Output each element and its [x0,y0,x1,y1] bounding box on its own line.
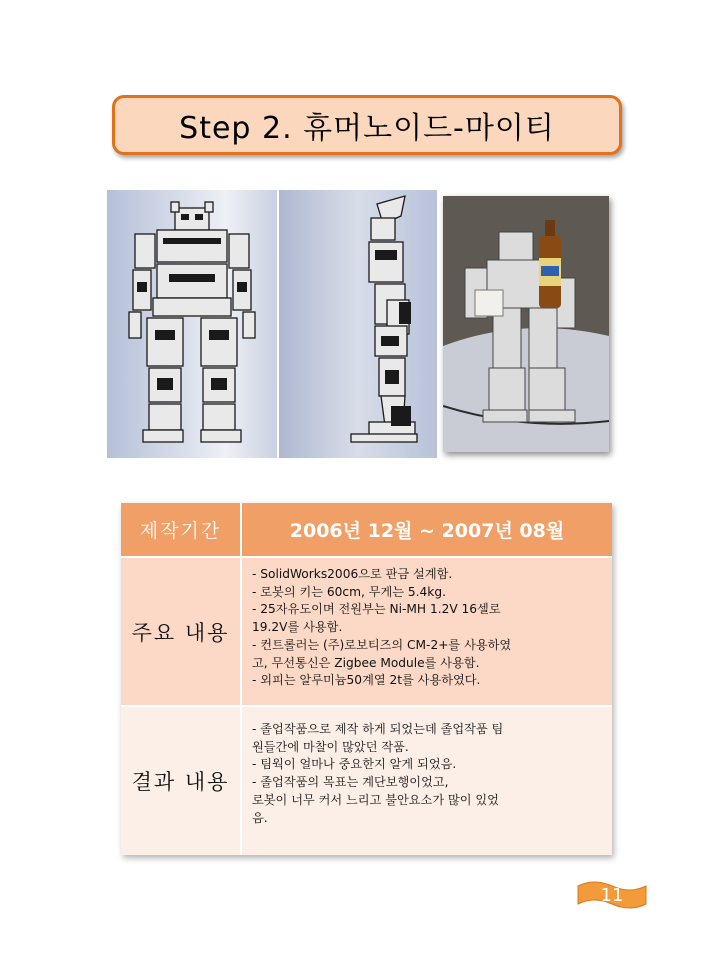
slide-title: Step 2. 휴머노이드-마이티 [112,95,622,155]
main-content-label: 주요 내용 [131,620,230,645]
page-number-badge [572,878,652,912]
project-info-table [121,503,612,855]
text-line: - 컨트롤러는 (주)로보티즈의 CM-2+를 사용하였 [252,637,512,652]
text-line: - 졸업작품의 목표는 계단보행이었고, [252,775,449,790]
text-line: - 팀웍이 얼마나 중요한지 알게 되었음. [252,757,457,772]
robot-photo-image [443,196,609,452]
period-label: 제작기간 [139,520,222,542]
result-label: 결과 내용 [131,770,230,794]
main-content-text [242,558,612,690]
text-line: 원들간에 마찰이 많았던 작품. [252,739,409,754]
text-line: - 25자유도이며 전원부는 Ni-MH 1.2V 16셀로 [252,602,501,617]
text-line: 로봇이 너무 커서 느리고 불안요소가 많이 있었 [252,792,499,807]
robot-front-cad-image [107,190,277,458]
text-line: 고, 무선통신은 Zigbee Module를 사용함. [252,655,480,670]
table-row-result [121,707,612,855]
robot-images [107,190,609,458]
robot-side-cad-image [279,190,437,458]
text-line: - 외피는 알루미늄50계열 2t를 사용하였다. [252,673,481,688]
table-header-row [121,503,612,556]
table-row-main-content [121,558,612,705]
page-number: 11 [600,884,624,906]
text-line: - 졸업작품으로 제작 하게 되었는데 졸업작품 팀 [252,722,504,736]
text-line: - 로봇의 키는 60cm, 무게는 5.4kg. [252,584,446,599]
text-line: - SolidWorks2006으로 판금 설계함. [252,567,453,581]
result-text [242,707,612,827]
period-value: 2006년 12월 ~ 2007년 08월 [289,520,565,542]
text-line: 19.2V를 사용함. [252,620,343,635]
text-line: 음. [252,810,268,825]
